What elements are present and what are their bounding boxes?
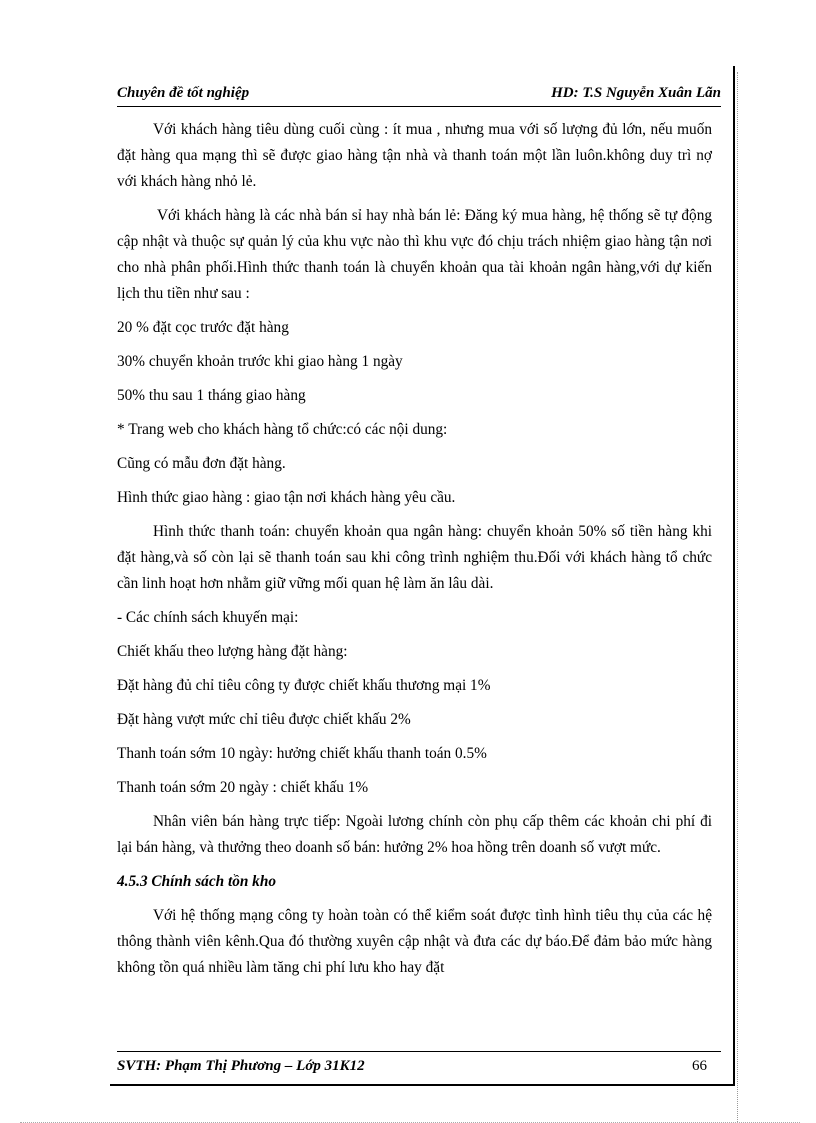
- paragraph-wholesale-customers: Với khách hàng là các nhà bán sỉ hay nhà bán lẻ: Đăng ký mua hàng, hệ thống sẽ tự động cập nhật và thuộc sự quản lý của khu vực nào thì khu vực đó chịu trách nhiệm giao hàng tận nơi cho nhà phân phối.Hình thức thanh toán là chuyển khoản qua tài khoản ngân hàng,với dự kiến lịch thu tiền như sau :: [117, 207, 712, 302]
- schedule-item-deposit: 20 % đặt cọc trước đặt hàng: [117, 319, 289, 336]
- org-item-delivery: Hình thức giao hàng : giao tận nơi khách hàng yêu cầu.: [117, 489, 456, 506]
- page-edge-dotted-right: [737, 72, 738, 1122]
- header-title: Chuyên đề tốt nghiệp: [117, 85, 250, 101]
- promo-item-over-quota-2pct: Đặt hàng vượt mức chỉ tiêu được chiết khấu 2%: [117, 711, 411, 728]
- org-website-intro: * Trang web cho khách hàng tổ chức:có các nội dung:: [117, 421, 448, 438]
- document-body: [117, 117, 712, 981]
- promo-item-early-10-days: Thanh toán sớm 10 ngày: hưởng chiết khấu thanh toán 0.5%: [117, 745, 487, 762]
- promo-item-volume: Chiết khấu theo lượng hàng đặt hàng:: [117, 643, 348, 660]
- page-header: [117, 84, 721, 107]
- paragraph-sales-staff: Nhân viên bán hàng trực tiếp: Ngoài lương chính còn phụ cấp thêm các khoản chi phí đi lại bán hàng, và thưởng theo doanh số bán: hưởng 2% hoa hồng trên doanh số vượt mức.: [117, 813, 712, 856]
- schedule-item-final: 50% thu sau 1 tháng giao hàng: [117, 387, 306, 404]
- page-footer: [117, 1051, 721, 1075]
- promo-item-early-20-days: Thanh toán sớm 20 ngày : chiết khấu 1%: [117, 779, 369, 796]
- promo-item-quota-1pct: Đặt hàng đủ chỉ tiêu công ty được chiết khấu thương mại 1%: [117, 677, 491, 694]
- paragraph-consumer-customers: Với khách hàng tiêu dùng cuối cùng : ít mua , nhưng mua với số lượng đủ lớn, nếu muốn đặt hàng qua mạng thì sẽ được giao hàng tận nhà và thanh toán một lần luôn.không duy trì nợ với khách hàng nhỏ lẻ.: [117, 121, 712, 190]
- schedule-item-transfer: 30% chuyển khoản trước khi giao hàng 1 ngày: [117, 353, 403, 370]
- header-advisor: HD: T.S Nguyễn Xuân Lãn: [551, 85, 721, 101]
- org-item-order-form: Cũng có mẫu đơn đặt hàng.: [117, 455, 286, 472]
- promo-title: - Các chính sách khuyến mại:: [117, 609, 299, 626]
- section-heading-inventory: 4.5.3 Chính sách tồn kho: [117, 873, 276, 890]
- page-number: 66: [692, 1058, 707, 1074]
- footer-author: SVTH: Phạm Thị Phương – Lớp 31K12: [117, 1058, 365, 1074]
- paragraph-inventory-policy: Với hệ thống mạng công ty hoàn toàn có thể kiểm soát được tình hình tiêu thụ của các hệ thông thành viên kênh.Qua đó thường xuyên cập nhật và đưa các dự báo.Để đảm bảo mức hàng không tồn quá nhiều làm tăng chi phí lưu kho hay đặt: [117, 907, 712, 976]
- paragraph-payment-method: Hình thức thanh toán: chuyển khoản qua ngân hàng: chuyển khoản 50% số tiền hàng khi đặt hàng,và số còn lại sẽ thanh toán sau khi công trình nghiệm thu.Đối với khách hàng tổ chức cần linh hoạt hơn nhằm giữ vững mối quan hệ làm ăn lâu dài.: [117, 523, 712, 592]
